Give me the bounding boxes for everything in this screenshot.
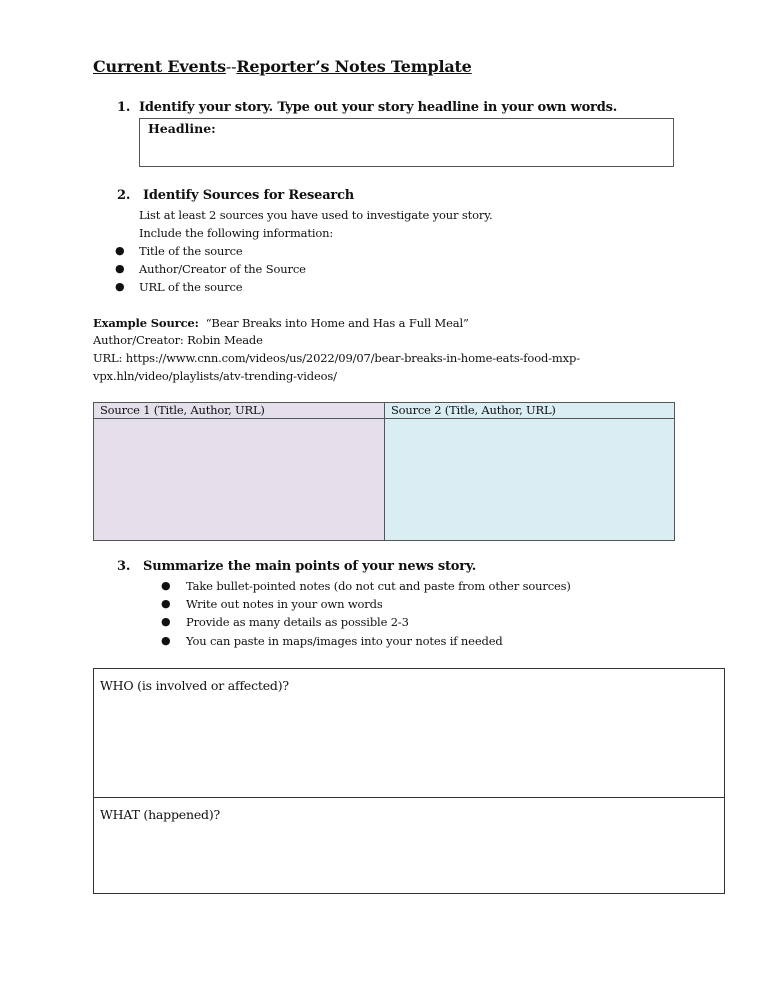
source-2-input-cell[interactable] [385, 419, 674, 540]
section-3-heading [117, 559, 476, 574]
source-2-column [385, 403, 674, 540]
section-3-bullet-2: Write out notes in your own words [186, 597, 383, 611]
section-1-heading-text: Identify your story. Type out your story headline in your own words. [139, 100, 618, 115]
example-url-line-1: URL: https://www.cnn.com/videos/us/2022/09/07/bear-breaks-in-home-eats-food-mxp- [93, 351, 580, 365]
section-3-bullet-4: You can paste in maps/images into your notes if needed [186, 634, 503, 648]
source-1-input-cell[interactable] [94, 419, 384, 540]
bullet-icon: ● [115, 280, 125, 293]
bullet-icon: ● [161, 597, 171, 610]
title-separator: -- [225, 57, 237, 76]
section-2-instruction-2: Include the following information: [139, 226, 334, 240]
title-part-1: Current Events [93, 57, 226, 76]
what-row[interactable] [94, 798, 724, 893]
example-author-line: Author/Creator: Robin Meade [93, 333, 263, 347]
example-source-label: Example Source: [93, 316, 199, 330]
bullet-icon: ● [161, 579, 171, 592]
section-2-heading-text: Identify Sources for Research [143, 188, 355, 203]
section-2-number: 2. [117, 188, 131, 203]
what-label: WHAT (happened)? [100, 807, 221, 822]
who-label: WHO (is involved or affected)? [100, 678, 289, 693]
headline-input-box[interactable] [139, 118, 674, 167]
section-2-bullet-1: Title of the source [139, 244, 243, 258]
source-1-column [94, 403, 385, 540]
bullet-icon: ● [115, 262, 125, 275]
section-3-heading-text: Summarize the main points of your news story. [143, 559, 477, 574]
section-1-heading [117, 100, 617, 115]
sources-table [93, 402, 675, 541]
section-2-instruction-1: List at least 2 sources you have used to investigate your story. [139, 208, 493, 222]
source-2-header: Source 2 (Title, Author, URL) [385, 403, 674, 419]
example-source-title: “Bear Breaks into Home and Has a Full Meal” [205, 316, 469, 330]
example-source-line [93, 316, 469, 330]
title-part-2: Reporter’s Notes Template [236, 57, 472, 76]
section-2-heading [117, 188, 354, 203]
section-3-bullet-1: Take bullet-pointed notes (do not cut and paste from other sources) [186, 579, 571, 593]
section-3-bullet-3: Provide as many details as possible 2-3 [186, 615, 409, 629]
notes-table [93, 668, 725, 894]
document-title [93, 57, 472, 76]
bullet-icon: ● [161, 615, 171, 628]
bullet-icon: ● [161, 634, 171, 647]
example-url-line-2: vpx.hln/video/playlists/atv-trending-videos/ [93, 369, 337, 383]
section-3-number: 3. [117, 559, 131, 574]
source-1-header: Source 1 (Title, Author, URL) [94, 403, 384, 419]
who-row[interactable] [94, 669, 724, 798]
headline-label: Headline: [148, 121, 216, 136]
section-1-number: 1. [117, 100, 131, 115]
bullet-icon: ● [115, 244, 125, 257]
section-2-bullet-2: Author/Creator of the Source [139, 262, 306, 276]
section-2-bullet-3: URL of the source [139, 280, 243, 294]
